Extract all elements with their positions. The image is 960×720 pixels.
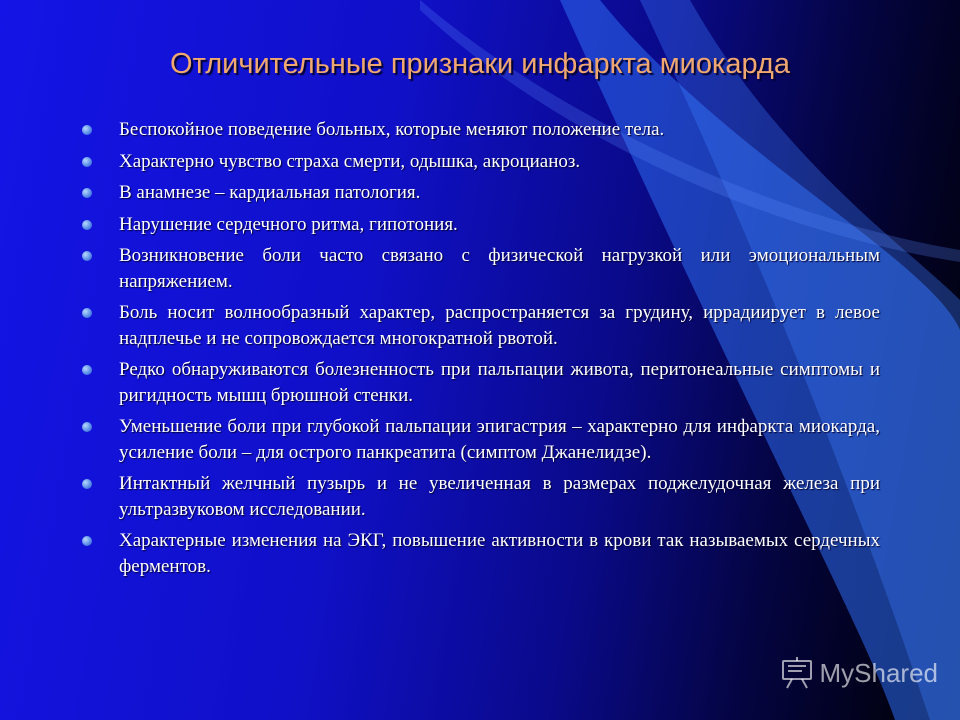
presentation-board-icon	[780, 656, 814, 690]
list-item-text: Редко обнаруживаются болезненность при пальпации живота, перитонеальные симптомы и ригидность мышц брюшной стенки.	[119, 359, 880, 406]
list-item-text: В анамнезе – кардиальная патология.	[119, 182, 421, 203]
bullet-dot-icon	[82, 479, 92, 489]
list-item	[82, 149, 880, 175]
list-item	[82, 212, 880, 238]
list-item-text: Боль носит волнообразный характер, распространяется за грудину, иррадиирует в левое надплечье и не сопровождается многократной рвотой.	[119, 302, 880, 349]
list-item-text: Характерно чувство страха смерти, одышка, акроцианоз.	[119, 150, 581, 172]
list-item-text: Нарушение сердечного ритма, гипотония.	[119, 213, 458, 235]
bullet-list	[82, 117, 880, 585]
list-item	[82, 117, 880, 143]
list-item	[82, 243, 880, 294]
watermark-text: MyShared	[819, 657, 938, 688]
bullet-dot-icon	[82, 308, 92, 318]
list-item	[82, 414, 880, 465]
bullet-dot-icon	[82, 188, 92, 198]
bullet-dot-icon	[82, 536, 92, 546]
bullet-dot-icon	[82, 220, 92, 230]
bullet-dot-icon	[82, 125, 92, 135]
bullet-dot-icon	[82, 365, 92, 375]
list-item-text: Интактный желчный пузырь и не увеличенная в размерах поджелудочная железа при ультразвуковом исследовании.	[119, 473, 880, 520]
list-item	[82, 528, 880, 579]
slide-title: Отличительные признаки инфаркта миокарда	[170, 48, 790, 80]
list-item	[82, 180, 880, 206]
bullet-dot-icon	[82, 157, 92, 167]
bullet-dot-icon	[82, 422, 92, 432]
list-item	[82, 471, 880, 522]
list-item	[82, 300, 880, 351]
list-item-text: Возникновение боли часто связано с физической нагрузкой или эмоциональным напряжением.	[119, 245, 880, 292]
list-item	[82, 357, 880, 408]
list-item-text: Характерные изменения на ЭКГ, повышение активности в крови так называемых сердечных ферментов.	[119, 530, 880, 577]
watermark	[780, 656, 939, 690]
list-item-text: Уменьшение боли при глубокой пальпации эпигастрия – характерно для инфаркта миокарда, усиление боли – для острого панкреатита (симптом Джанелидзе).	[119, 416, 880, 463]
bullet-dot-icon	[82, 251, 92, 261]
list-item-text: Беспокойное поведение больных, которые меняют положение тела.	[119, 119, 665, 140]
